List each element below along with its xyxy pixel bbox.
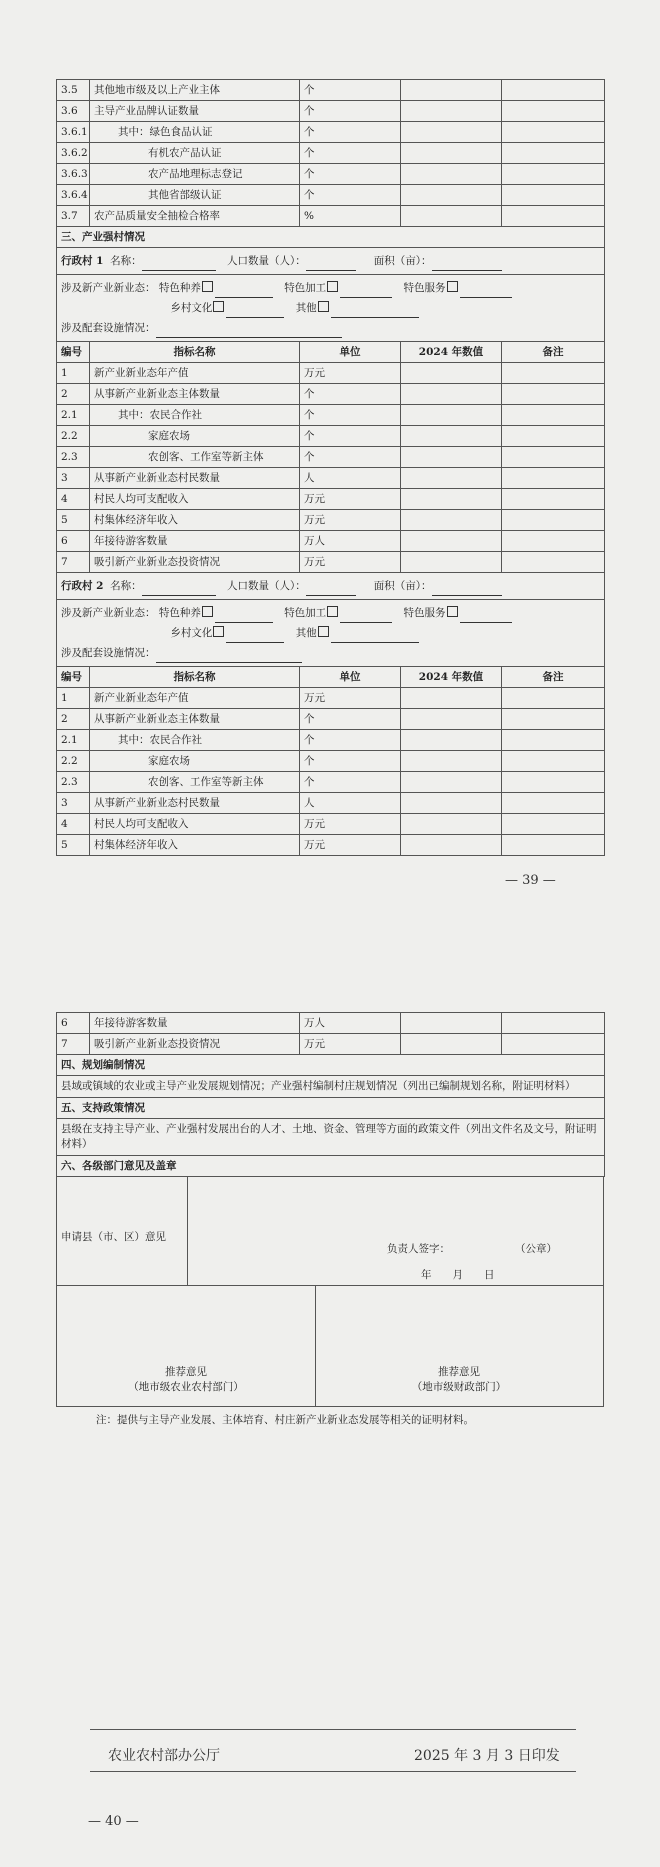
header-num: 编号 xyxy=(57,342,90,363)
indicator-name: 村集体经济年收入 xyxy=(90,835,300,856)
indicator-name: 其中：农民合作社 xyxy=(90,405,300,426)
indicator-unit: 个 xyxy=(300,426,401,447)
feature-process-label: 特色加工 xyxy=(284,282,327,294)
indicator-name: 村集体经济年收入 xyxy=(90,510,300,531)
note-input[interactable] xyxy=(502,164,605,185)
agri-recommend-title: 推荐意见 xyxy=(165,1366,207,1378)
note-input[interactable] xyxy=(502,552,605,573)
note-input[interactable] xyxy=(502,772,605,793)
village-1-indicator-row xyxy=(57,447,605,468)
indicator-name: 家庭农场 xyxy=(90,751,300,772)
value-input[interactable] xyxy=(401,122,502,143)
facilities-field[interactable] xyxy=(156,325,342,338)
village-1-name-label: 名称： xyxy=(110,255,142,267)
value-input[interactable] xyxy=(401,164,502,185)
value-input[interactable] xyxy=(401,143,502,164)
indicator-unit: 个 xyxy=(300,164,401,185)
indicator-name: 其中：绿色食品认证 xyxy=(90,122,300,143)
village-1-indicator-row xyxy=(57,426,605,447)
header-value-2: 2024 年数值 xyxy=(401,667,502,688)
header-name-2: 指标名称 xyxy=(90,667,300,688)
indicator-name: 从事新产业新业态主体数量 xyxy=(90,709,300,730)
value-input[interactable] xyxy=(401,80,502,101)
note-input[interactable] xyxy=(502,185,605,206)
note-input[interactable] xyxy=(502,1034,605,1055)
rural-culture-label-2: 乡村文化 xyxy=(170,627,213,639)
indicator-unit: 个 xyxy=(300,80,401,101)
note-input[interactable] xyxy=(502,730,605,751)
value-input[interactable] xyxy=(401,688,502,709)
facilities-label-2: 涉及配套设施情况： xyxy=(61,647,156,659)
rural-culture-checkbox[interactable] xyxy=(213,301,224,312)
indicator-name: 从事新产业新业态村民数量 xyxy=(90,468,300,489)
rural-culture-label: 乡村文化 xyxy=(170,302,213,314)
note-input[interactable] xyxy=(502,101,605,122)
section-6-title: 六、各级部门意见及盖章 xyxy=(57,1156,605,1177)
value-input[interactable] xyxy=(401,835,502,856)
header-num-2: 编号 xyxy=(57,667,90,688)
other-field-2[interactable] xyxy=(331,630,419,643)
indicator-name: 吸引新产业新业态投资情况 xyxy=(90,552,300,573)
feature-service-field[interactable] xyxy=(460,285,512,298)
note-input[interactable] xyxy=(502,510,605,531)
indicator-unit: 个 xyxy=(300,185,401,206)
indicator-rows-top xyxy=(57,80,605,227)
note-input[interactable] xyxy=(502,814,605,835)
value-input[interactable] xyxy=(401,468,502,489)
row-number: 4 xyxy=(57,814,90,835)
date-label: 年 月 日 xyxy=(421,1269,495,1281)
feature-service-checkbox[interactable] xyxy=(447,281,458,292)
other-label-2: 其他 xyxy=(295,627,317,639)
value-input[interactable] xyxy=(401,1013,502,1034)
feature-process-checkbox[interactable] xyxy=(327,281,338,292)
indicator-unit: 个 xyxy=(300,405,401,426)
feature-service-label: 特色服务 xyxy=(403,282,446,294)
value-input[interactable] xyxy=(401,709,502,730)
indicator-name: 其中：农民合作社 xyxy=(90,730,300,751)
page-number-39: — 39 — xyxy=(505,873,556,888)
value-input[interactable] xyxy=(401,101,502,122)
row-number: 3.7 xyxy=(57,206,90,227)
indicator-unit: % xyxy=(300,206,401,227)
seal-label: （公章） xyxy=(515,1243,557,1255)
row-number: 1 xyxy=(57,688,90,709)
opinion-block xyxy=(56,1177,604,1407)
row-number: 2.3 xyxy=(57,772,90,793)
agri-recommend-cell[interactable] xyxy=(57,1285,316,1406)
village-2-pop-label: 人口数量（人）： xyxy=(227,580,306,592)
row-number: 3 xyxy=(57,468,90,489)
feature-process-checkbox-2[interactable] xyxy=(327,606,338,617)
note-input[interactable] xyxy=(502,426,605,447)
indicator-name: 村民人均可支配收入 xyxy=(90,489,300,510)
indicator-unit: 万元 xyxy=(300,688,401,709)
village-1-indicator-rows xyxy=(57,363,605,573)
footnote: 注：提供与主导产业发展、主体培育、村庄新产业新业态发展等相关的证明材料。 xyxy=(96,1414,474,1426)
county-opinion-cell xyxy=(57,1177,188,1286)
header-unit: 单位 xyxy=(300,342,401,363)
form-table-page-40 xyxy=(56,1012,605,1177)
value-input[interactable] xyxy=(401,363,502,384)
value-input[interactable] xyxy=(401,185,502,206)
footer-top-rule xyxy=(90,1729,576,1730)
village-2-cont-indicator-row xyxy=(57,1034,605,1055)
header-name: 指标名称 xyxy=(90,342,300,363)
indicator-unit: 万元 xyxy=(300,814,401,835)
row-number: 6 xyxy=(57,531,90,552)
feature-breed-checkbox-2[interactable] xyxy=(202,606,213,617)
note-input[interactable] xyxy=(502,122,605,143)
indicator-name: 家庭农场 xyxy=(90,426,300,447)
table-header-row xyxy=(57,342,605,363)
note-input[interactable] xyxy=(502,489,605,510)
section-5-title: 五、支持政策情况 xyxy=(57,1098,605,1119)
village-2-indicator-row xyxy=(57,688,605,709)
row-number: 2.2 xyxy=(57,426,90,447)
feature-process-label-2: 特色加工 xyxy=(284,607,327,619)
village-2-name-field[interactable] xyxy=(142,583,216,596)
value-input[interactable] xyxy=(401,489,502,510)
other-checkbox-2[interactable] xyxy=(318,626,329,637)
note-input[interactable] xyxy=(502,80,605,101)
indicator-unit: 万人 xyxy=(300,531,401,552)
footer-issuer: 农业农村部办公厅 xyxy=(108,1748,220,1764)
village-1-pop-field[interactable] xyxy=(306,258,356,271)
form-table-page-39 xyxy=(56,79,605,856)
indicator-name: 新产业新业态年产值 xyxy=(90,688,300,709)
note-input[interactable] xyxy=(502,206,605,227)
other-label: 其他 xyxy=(295,302,317,314)
value-input[interactable] xyxy=(401,814,502,835)
page-40-form xyxy=(56,1012,604,1427)
note-input[interactable] xyxy=(502,468,605,489)
value-input[interactable] xyxy=(401,552,502,573)
feature-service-field-2[interactable] xyxy=(460,610,512,623)
village-1-indicator-row xyxy=(57,363,605,384)
value-input[interactable] xyxy=(401,426,502,447)
village-1-indicator-row xyxy=(57,384,605,405)
indicator-unit: 个 xyxy=(300,384,401,405)
other-field[interactable] xyxy=(331,305,419,318)
row-number: 2.3 xyxy=(57,447,90,468)
note-input[interactable] xyxy=(502,751,605,772)
village-1-indicator-row xyxy=(57,531,605,552)
indicator-unit: 个 xyxy=(300,143,401,164)
value-input[interactable] xyxy=(401,751,502,772)
indicator-name: 吸引新产业新业态投资情况 xyxy=(90,1034,300,1055)
indicator-name: 年接待游客数量 xyxy=(90,1013,300,1034)
county-opinion-label: 申请县（市、区）意见 xyxy=(61,1231,166,1243)
village-2-indicator-row xyxy=(57,772,605,793)
indicator-unit: 个 xyxy=(300,730,401,751)
feature-breed-label-2: 特色种养 xyxy=(158,607,201,619)
value-input[interactable] xyxy=(401,793,502,814)
other-checkbox[interactable] xyxy=(318,301,329,312)
indicator-unit: 人 xyxy=(300,793,401,814)
rural-culture-field[interactable] xyxy=(226,305,284,318)
village-2-indicator-rows xyxy=(57,688,605,856)
note-input[interactable] xyxy=(502,688,605,709)
village-2-indicator-row xyxy=(57,730,605,751)
indicator-name: 从事新产业新业态主体数量 xyxy=(90,384,300,405)
value-input[interactable] xyxy=(401,730,502,751)
indicator-row xyxy=(57,164,605,185)
section-5-text[interactable]: 县级在支持主导产业、产业强村发展出台的人才、土地、资金、管理等方面的政策文件（列出文件名及文号，附证明材料） xyxy=(57,1119,605,1156)
value-input[interactable] xyxy=(401,531,502,552)
indicator-unit: 万元 xyxy=(300,1034,401,1055)
indicator-name: 农创客、工作室等新主体 xyxy=(90,447,300,468)
row-number: 1 xyxy=(57,363,90,384)
village-2-cont-indicator-row xyxy=(57,1013,605,1034)
signature-label: 负责人签字： xyxy=(387,1243,450,1255)
section-4-text[interactable]: 县域或镇域的农业或主导产业发展规划情况；产业强村编制村庄规划情况（列出已编制规划名称，附证明材料） xyxy=(57,1076,605,1098)
village-2-indicator-row xyxy=(57,814,605,835)
indicator-row xyxy=(57,101,605,122)
table-header-row-2 xyxy=(57,667,605,688)
row-number: 3.6.4 xyxy=(57,185,90,206)
village-2-indicator-row xyxy=(57,709,605,730)
indicator-name: 主导产业品牌认证数量 xyxy=(90,101,300,122)
row-number: 6 xyxy=(57,1013,90,1034)
row-number: 3.6.3 xyxy=(57,164,90,185)
value-input[interactable] xyxy=(401,772,502,793)
indicator-name: 村民人均可支配收入 xyxy=(90,814,300,835)
section-3-title: 三、产业强村情况 xyxy=(57,227,605,248)
footer-issue-date: 2025 年 3 月 3 日印发 xyxy=(414,1748,560,1764)
feature-breed-checkbox[interactable] xyxy=(202,281,213,292)
row-number: 5 xyxy=(57,835,90,856)
indicator-row xyxy=(57,80,605,101)
indicator-unit: 万元 xyxy=(300,835,401,856)
note-input[interactable] xyxy=(502,384,605,405)
indicator-name: 农创客、工作室等新主体 xyxy=(90,772,300,793)
note-input[interactable] xyxy=(502,363,605,384)
row-number: 7 xyxy=(57,552,90,573)
row-number: 2.1 xyxy=(57,730,90,751)
indicator-unit: 人 xyxy=(300,468,401,489)
feature-breed-field-2[interactable] xyxy=(215,610,273,623)
row-number: 3.5 xyxy=(57,80,90,101)
village-1-info xyxy=(57,248,605,342)
village-1-name-field[interactable] xyxy=(142,258,216,271)
village-2-pop-field[interactable] xyxy=(306,583,356,596)
village-1-area-field[interactable] xyxy=(432,258,502,271)
village-2-name-label: 名称： xyxy=(110,580,142,592)
indicator-unit: 个 xyxy=(300,772,401,793)
indicator-unit: 个 xyxy=(300,751,401,772)
indicator-name: 其他地市级及以上产业主体 xyxy=(90,80,300,101)
row-number: 2.1 xyxy=(57,405,90,426)
value-input[interactable] xyxy=(401,384,502,405)
feature-service-checkbox-2[interactable] xyxy=(447,606,458,617)
indicator-unit: 万元 xyxy=(300,552,401,573)
indicator-unit: 万元 xyxy=(300,510,401,531)
county-opinion-content[interactable] xyxy=(187,1177,603,1286)
value-input[interactable] xyxy=(401,447,502,468)
indicator-name: 有机农产品认证 xyxy=(90,143,300,164)
indicator-unit: 个 xyxy=(300,447,401,468)
note-input[interactable] xyxy=(502,793,605,814)
indicator-name: 年接待游客数量 xyxy=(90,531,300,552)
village-1-indicator-row xyxy=(57,489,605,510)
village-2-area-field[interactable] xyxy=(432,583,502,596)
village-1-indicator-row xyxy=(57,510,605,531)
indicator-unit: 个 xyxy=(300,101,401,122)
note-input[interactable] xyxy=(502,143,605,164)
page-39-form xyxy=(56,79,604,856)
header-value: 2024 年数值 xyxy=(401,342,502,363)
header-unit-2: 单位 xyxy=(300,667,401,688)
village-1-area-label: 面积（亩）： xyxy=(373,255,432,267)
value-input[interactable] xyxy=(401,405,502,426)
feature-service-label-2: 特色服务 xyxy=(403,607,446,619)
village-1-label: 行政村 1 xyxy=(61,255,104,267)
row-number: 4 xyxy=(57,489,90,510)
indicator-row xyxy=(57,143,605,164)
facilities-label: 涉及配套设施情况： xyxy=(61,322,156,334)
indicator-name: 其他省部级认证 xyxy=(90,185,300,206)
indicator-name: 新产业新业态年产值 xyxy=(90,363,300,384)
indicator-name: 农产品质量安全抽检合格率 xyxy=(90,206,300,227)
indicator-row xyxy=(57,122,605,143)
feature-breed-label: 特色种养 xyxy=(158,282,201,294)
rural-culture-checkbox-2[interactable] xyxy=(213,626,224,637)
row-number: 7 xyxy=(57,1034,90,1055)
header-note-2: 备注 xyxy=(502,667,605,688)
footer-bottom-rule xyxy=(90,1771,576,1772)
indicator-unit: 万元 xyxy=(300,489,401,510)
feature-process-field[interactable] xyxy=(340,285,392,298)
facilities-field-2[interactable] xyxy=(156,650,302,663)
section-4-title: 四、规划编制情况 xyxy=(57,1055,605,1076)
indicator-unit: 万人 xyxy=(300,1013,401,1034)
village-2-indicator-row xyxy=(57,751,605,772)
continued-indicator-rows xyxy=(57,1013,605,1055)
indicator-name: 从事新产业新业态村民数量 xyxy=(90,793,300,814)
value-input[interactable] xyxy=(401,206,502,227)
rural-culture-field-2[interactable] xyxy=(226,630,284,643)
value-input[interactable] xyxy=(401,1034,502,1055)
village-1-indicator-row xyxy=(57,405,605,426)
row-number: 2.2 xyxy=(57,751,90,772)
row-number: 3.6 xyxy=(57,101,90,122)
note-input[interactable] xyxy=(502,447,605,468)
note-input[interactable] xyxy=(502,709,605,730)
village-1-indicator-row xyxy=(57,552,605,573)
finance-recommend-cell[interactable] xyxy=(315,1285,603,1406)
village-2-label: 行政村 2 xyxy=(61,580,104,592)
row-number: 3 xyxy=(57,793,90,814)
row-number: 3.6.2 xyxy=(57,143,90,164)
indicator-unit: 万元 xyxy=(300,363,401,384)
indicator-unit: 个 xyxy=(300,122,401,143)
note-input[interactable] xyxy=(502,835,605,856)
row-number: 3.6.1 xyxy=(57,122,90,143)
indicator-name: 农产品地理标志登记 xyxy=(90,164,300,185)
feature-breed-field[interactable] xyxy=(215,285,273,298)
header-note: 备注 xyxy=(502,342,605,363)
village-2-info xyxy=(57,573,605,667)
village-2-area-label: 面积（亩）： xyxy=(373,580,432,592)
indicator-row xyxy=(57,185,605,206)
agri-recommend-sub: （地市级农业农村部门） xyxy=(128,1381,244,1393)
finance-recommend-title: 推荐意见 xyxy=(438,1366,480,1378)
village-1-pop-label: 人口数量（人）： xyxy=(227,255,306,267)
indicator-row xyxy=(57,206,605,227)
indicator-unit: 个 xyxy=(300,709,401,730)
feature-process-field-2[interactable] xyxy=(340,610,392,623)
row-number: 5 xyxy=(57,510,90,531)
village-1-indicator-row xyxy=(57,468,605,489)
page-number-40: — 40 — xyxy=(88,1814,139,1829)
row-number: 2 xyxy=(57,709,90,730)
new-industry-label: 涉及新产业新业态： xyxy=(61,282,156,294)
note-input[interactable] xyxy=(502,531,605,552)
row-number: 2 xyxy=(57,384,90,405)
value-input[interactable] xyxy=(401,510,502,531)
new-industry-label-2: 涉及新产业新业态： xyxy=(61,607,156,619)
village-2-indicator-row xyxy=(57,835,605,856)
village-2-indicator-row xyxy=(57,793,605,814)
note-input[interactable] xyxy=(502,1013,605,1034)
note-input[interactable] xyxy=(502,405,605,426)
finance-recommend-sub: （地市级财政部门） xyxy=(411,1381,507,1393)
